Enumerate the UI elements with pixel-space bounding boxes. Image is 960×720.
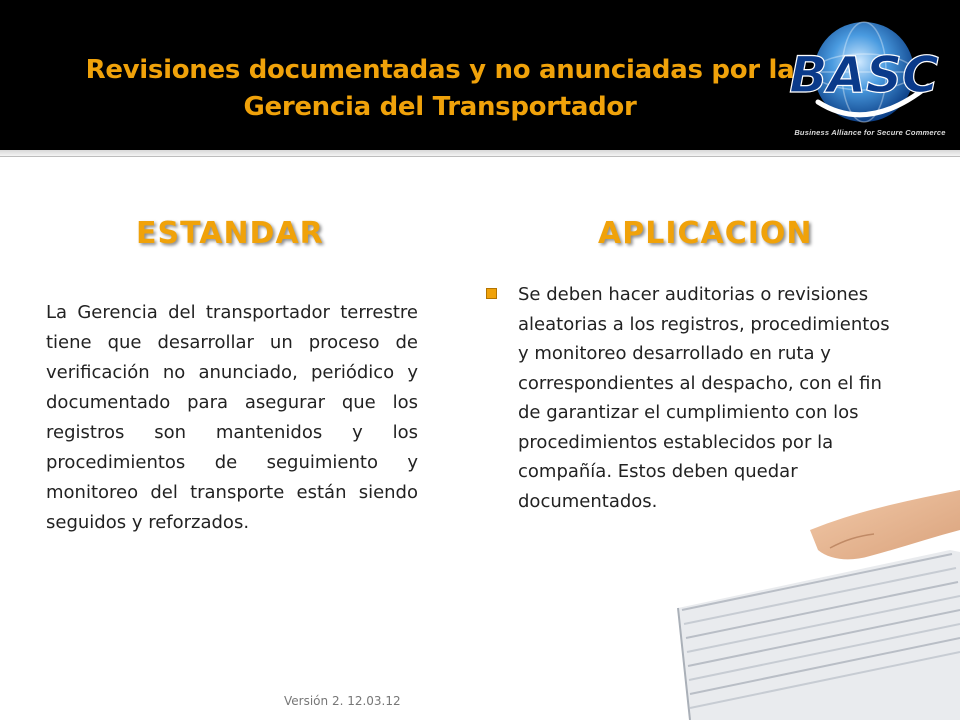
logo-wordmark: BASC — [789, 46, 939, 104]
paper-stack-icon — [678, 550, 960, 720]
aplicacion-heading: APLICACION — [598, 216, 813, 251]
logo-tagline: Business Alliance for Secure Commerce — [794, 128, 946, 137]
square-bullet-icon — [486, 288, 497, 299]
slide-title: Revisiones documentadas y no anunciadas por la Gerencia del Transportador — [85, 55, 795, 122]
aplicacion-bullet-item — [486, 280, 906, 516]
paper-stack-image — [660, 490, 960, 720]
header-divider — [0, 150, 960, 157]
aplicacion-bullet-text: Se deben hacer auditorias o revisiones aleatorias a los registros, procedimientos y monitoreo desarrollado en ruta y correspondientes al despacho, con el fin de garantizar el cumplimiento con los procedimientos establecidos por la compañía. Estos deben quedar documentados. — [518, 284, 890, 512]
version-footer: Versión 2. 12.03.12 — [284, 694, 401, 708]
estandar-body-text: La Gerencia del transportador terrestre tiene que desarrollar un proceso de verificación no anunciado, periódico y documentado para asegurar que los registros son mantenidos y los procedimientos de seguimiento y monitoreo del transporte están siendo seguidos y reforzados. — [46, 302, 418, 533]
estandar-heading: ESTANDAR — [136, 216, 324, 251]
